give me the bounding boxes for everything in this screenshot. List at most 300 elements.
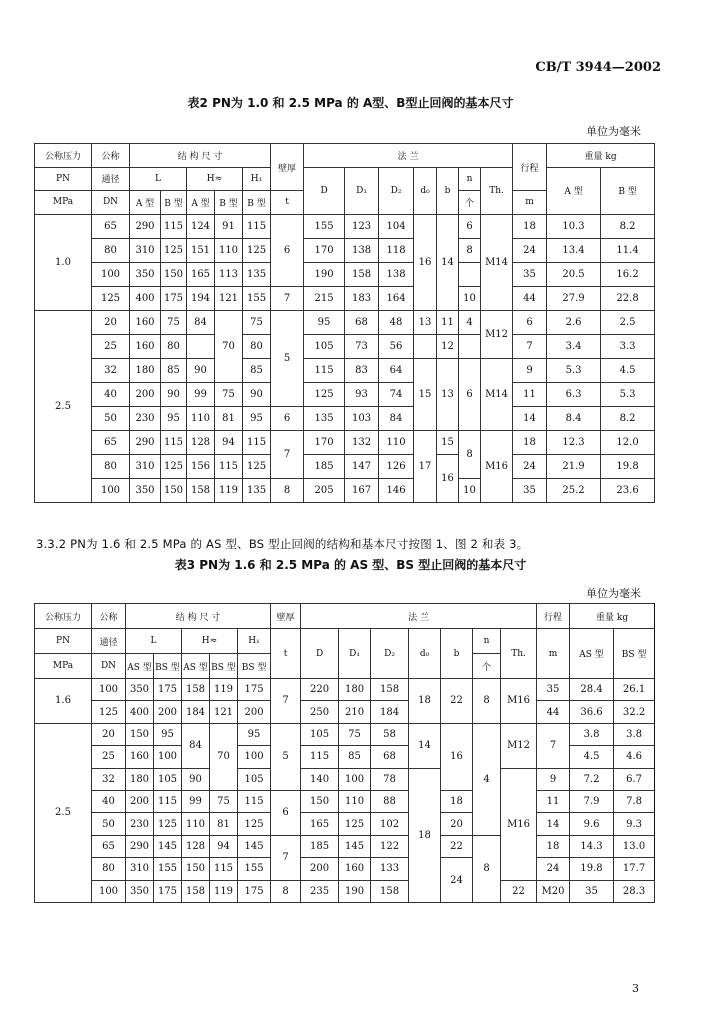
table3-title: 表3 PN为 1.6 和 2.5 MPa 的 AS 型、BS 型止回阀的基本尺寸 <box>174 558 527 572</box>
col-dn2: 通径 <box>92 167 130 191</box>
table-cell: 183 <box>345 286 379 310</box>
table-cell: 7.2 <box>570 768 614 790</box>
table-row <box>35 214 655 238</box>
table-cell: 25 <box>92 334 130 358</box>
table-cell: 80 <box>92 858 126 880</box>
col-wall: 壁厚 <box>271 144 304 191</box>
table-cell: 78 <box>371 768 409 790</box>
table-cell: 84 <box>379 406 414 430</box>
table-cell: 95 <box>161 406 187 430</box>
col-n-unit: 个 <box>459 191 481 215</box>
table-cell: 125 <box>304 382 345 406</box>
table-cell: 133 <box>371 858 409 880</box>
standard-code: CB/T 3944—2002 <box>535 60 661 75</box>
table-cell: 3.3 <box>601 334 655 358</box>
table-cell: 80 <box>161 334 187 358</box>
table-cell: 18 <box>537 835 570 857</box>
col-H1: H₁ <box>238 629 271 654</box>
table-cell: 80 <box>92 454 130 478</box>
col-dn: 公称 <box>92 144 130 168</box>
table-cell: 110 <box>187 406 215 430</box>
table-row <box>35 679 655 701</box>
table-cell: 50 <box>92 406 130 430</box>
table-cell: 170 <box>304 238 345 262</box>
table-cell: 19.8 <box>601 454 655 478</box>
col-L: L <box>126 629 182 654</box>
table-cell: 105 <box>154 768 182 790</box>
table-cell: 6 <box>513 310 547 334</box>
table2-title: 表2 PN为 1.0 和 2.5 MPa 的 A型、B型止回阀的基本尺寸 <box>187 96 514 110</box>
table-row <box>35 358 655 382</box>
col-n: n <box>459 167 481 191</box>
table-cell: 73 <box>345 334 379 358</box>
table-cell: 125 <box>243 454 271 478</box>
col-H-as: AS 型 <box>182 654 210 679</box>
col-b: b <box>441 629 473 679</box>
table-cell: 18 <box>513 430 547 454</box>
table-cell: 75 <box>161 310 187 334</box>
table-cell: 35 <box>570 880 614 902</box>
col-D2: D₂ <box>371 629 409 679</box>
table-cell: 44 <box>537 701 570 723</box>
table-cell: 220 <box>301 679 339 701</box>
table-cell: 18 <box>409 679 441 724</box>
table-cell: 81 <box>215 406 243 430</box>
table-cell: 125 <box>243 238 271 262</box>
table-cell: 12.0 <box>601 430 655 454</box>
table-cell: 85 <box>161 358 187 382</box>
table-cell: 74 <box>379 382 414 406</box>
table-cell: 7 <box>271 286 304 310</box>
table-cell: 7 <box>271 835 301 880</box>
table-cell: 210 <box>339 701 371 723</box>
table-cell: 25.2 <box>547 478 601 502</box>
table-cell: 64 <box>379 358 414 382</box>
table-cell: 24 <box>513 238 547 262</box>
col-weight: 重量 kg <box>547 144 655 168</box>
col-D1: D₁ <box>345 167 379 214</box>
table-cell: 85 <box>243 358 271 382</box>
table-cell: 17.7 <box>614 858 655 880</box>
table-cell: M16 <box>501 679 537 724</box>
table-cell: 70 <box>210 723 238 790</box>
table-cell: 6 <box>459 358 481 430</box>
table-row <box>35 286 655 310</box>
table-cell: 16 <box>441 723 473 790</box>
table-cell: 99 <box>182 790 210 812</box>
table-cell: 65 <box>92 214 130 238</box>
col-H1-bs: BS 型 <box>238 654 271 679</box>
table3 <box>34 603 655 903</box>
table-cell: 185 <box>304 454 345 478</box>
table-cell: 5.3 <box>547 358 601 382</box>
table-cell: 56 <box>379 334 414 358</box>
table-cell: 81 <box>210 813 238 835</box>
table-cell <box>414 334 437 358</box>
table-cell: 75 <box>339 723 371 745</box>
table-cell: 100 <box>92 478 130 502</box>
table-cell: 4.5 <box>601 358 655 382</box>
table-cell: 9.6 <box>570 813 614 835</box>
table-cell: 121 <box>215 286 243 310</box>
table-cell: 128 <box>182 835 210 857</box>
table-cell: 11 <box>513 382 547 406</box>
table-cell: 310 <box>126 858 154 880</box>
col-pn: 公称压力 <box>35 144 92 168</box>
table-cell: 175 <box>154 880 182 902</box>
table-cell: 125 <box>154 813 182 835</box>
table-cell: 235 <box>301 880 339 902</box>
col-pn-unit: MPa <box>35 654 92 679</box>
table-cell: 115 <box>243 214 271 238</box>
table-cell: 138 <box>379 262 414 286</box>
col-flange: 法 兰 <box>304 144 513 168</box>
table-cell: 230 <box>126 813 154 835</box>
table-cell: 7 <box>271 679 301 724</box>
table-cell: 8.2 <box>601 406 655 430</box>
table-row <box>35 382 655 406</box>
table-cell: 9.3 <box>614 813 655 835</box>
table-cell: 2.5 <box>601 310 655 334</box>
table-cell: 190 <box>339 880 371 902</box>
table-cell: 150 <box>182 858 210 880</box>
col-struct: 结 构 尺 寸 <box>126 604 271 629</box>
table-cell: M14 <box>481 358 513 430</box>
table-cell: 105 <box>304 334 345 358</box>
table-cell: 115 <box>161 214 187 238</box>
col-dn2: 通径 <box>92 629 126 654</box>
table-row <box>35 406 655 430</box>
table-cell: 68 <box>345 310 379 334</box>
table-cell: 20.5 <box>547 262 601 286</box>
table-cell: 35 <box>513 478 547 502</box>
table-cell: 118 <box>379 238 414 262</box>
table-cell: 24 <box>537 858 570 880</box>
table-cell: 170 <box>304 430 345 454</box>
table-cell: 175 <box>154 679 182 701</box>
table3-unit: 单位为毫米 <box>586 587 641 600</box>
table-cell: 125 <box>238 813 271 835</box>
col-th: Th. <box>501 629 537 679</box>
table-cell: 160 <box>130 334 161 358</box>
table-cell: 205 <box>304 478 345 502</box>
table-cell: 3.4 <box>547 334 601 358</box>
table-cell: 25 <box>92 746 126 768</box>
table-cell: 145 <box>154 835 182 857</box>
table-cell: 175 <box>238 880 271 902</box>
table-cell: 115 <box>304 358 345 382</box>
col-pn-unit: MPa <box>35 191 92 215</box>
table-cell: 155 <box>238 858 271 880</box>
col-th: Th. <box>481 167 513 214</box>
table-cell: 160 <box>126 746 154 768</box>
table-cell: 5 <box>271 310 304 406</box>
table-cell: 115 <box>210 858 238 880</box>
table-cell: 350 <box>126 880 154 902</box>
table-cell: 8 <box>459 238 481 262</box>
table-cell: 100 <box>92 262 130 286</box>
table-cell: 32.2 <box>614 701 655 723</box>
table-cell: 200 <box>126 790 154 812</box>
table-cell: 68 <box>371 746 409 768</box>
table-cell: 90 <box>243 382 271 406</box>
clause-3-3-2: 3.3.2 PN为 1.6 和 2.5 MPa 的 AS 型、BS 型止回阀的结构和基本尺寸按图 1、图 2 和表 3。 <box>36 537 529 551</box>
table-cell: 140 <box>301 768 339 790</box>
col-D: D <box>304 167 345 214</box>
table-cell: 158 <box>345 262 379 286</box>
table-cell: 125 <box>161 454 187 478</box>
table-row <box>35 880 655 902</box>
table-cell: 100 <box>339 768 371 790</box>
table-cell: 8.4 <box>547 406 601 430</box>
table-cell: 16 <box>414 214 437 310</box>
table-cell: 145 <box>339 835 371 857</box>
table-cell: 110 <box>182 813 210 835</box>
table-cell: 125 <box>161 238 187 262</box>
table-cell: 8 <box>473 835 501 902</box>
table-cell: 4.6 <box>614 746 655 768</box>
col-n-unit: 个 <box>473 654 501 679</box>
table-cell: 13.0 <box>614 835 655 857</box>
col-L-bs: BS 型 <box>154 654 182 679</box>
table-cell: 102 <box>371 813 409 835</box>
table-cell: 12 <box>437 334 459 358</box>
table-cell: 138 <box>345 238 379 262</box>
table-row <box>35 262 655 286</box>
table-cell: 88 <box>371 790 409 812</box>
col-struct: 结 构 尺 寸 <box>130 144 271 168</box>
table-row <box>35 701 655 723</box>
table-cell: 8 <box>271 478 304 502</box>
table-cell: 15 <box>437 430 459 454</box>
table-row <box>35 310 655 334</box>
table-cell: 250 <box>301 701 339 723</box>
col-H-b: B 型 <box>215 191 243 215</box>
table-cell: 18 <box>513 214 547 238</box>
table-cell: 150 <box>301 790 339 812</box>
table-cell: 90 <box>182 768 210 790</box>
col-wall: 壁厚 <box>271 604 301 629</box>
table-cell: 155 <box>243 286 271 310</box>
table-cell: 125 <box>92 701 126 723</box>
table-row <box>35 238 655 262</box>
table-cell: 14 <box>437 214 459 310</box>
table-cell: 113 <box>215 262 243 286</box>
table-cell: 14.3 <box>570 835 614 857</box>
table-cell: 50 <box>92 813 126 835</box>
table-cell: 6 <box>271 406 304 430</box>
table-cell: 11 <box>537 790 570 812</box>
table-cell: 115 <box>154 790 182 812</box>
table-row <box>35 430 655 454</box>
table-cell: 83 <box>345 358 379 382</box>
table-cell: 9 <box>537 768 570 790</box>
table-cell <box>459 262 481 286</box>
table-cell: 95 <box>243 406 271 430</box>
table-cell: 165 <box>187 262 215 286</box>
table-cell: 6 <box>271 790 301 835</box>
table-cell: 95 <box>154 723 182 745</box>
table-cell: 99 <box>187 382 215 406</box>
table-cell: 200 <box>154 701 182 723</box>
col-stroke: 行程 <box>513 144 547 191</box>
table-cell: 184 <box>182 701 210 723</box>
table-cell: 124 <box>187 214 215 238</box>
page-number: 3 <box>632 982 639 995</box>
table-cell: 10 <box>459 478 481 502</box>
table-cell: 3.8 <box>614 723 655 745</box>
table-cell: 175 <box>238 679 271 701</box>
table-cell: 175 <box>161 286 187 310</box>
col-d0: d₀ <box>409 629 441 679</box>
table2 <box>34 143 655 503</box>
table-cell: 22 <box>441 679 473 724</box>
col-weight-as: AS 型 <box>570 629 614 679</box>
table-cell: 150 <box>126 723 154 745</box>
table-cell: 28.3 <box>614 880 655 902</box>
col-b: b <box>437 167 459 214</box>
table-cell: 40 <box>92 382 130 406</box>
table-cell: 80 <box>243 334 271 358</box>
table-cell: 28.4 <box>570 679 614 701</box>
table-cell: 200 <box>130 382 161 406</box>
table-cell: 7.9 <box>570 790 614 812</box>
table-cell: 290 <box>130 430 161 454</box>
table-cell: 12.3 <box>547 430 601 454</box>
table-cell: 150 <box>161 478 187 502</box>
table-row <box>35 454 655 478</box>
table-cell: 125 <box>92 286 130 310</box>
table-cell: 22 <box>441 835 473 857</box>
col-pn-sym: PN <box>35 167 92 191</box>
table-cell: M14 <box>481 214 513 310</box>
table-cell: 290 <box>130 214 161 238</box>
table-cell: 145 <box>238 835 271 857</box>
table-cell: 80 <box>92 238 130 262</box>
col-wall-sym: t <box>271 191 304 215</box>
col-dn: 公称 <box>92 604 126 629</box>
table-cell: 125 <box>339 813 371 835</box>
table-cell: 22.8 <box>601 286 655 310</box>
table-cell: 16.2 <box>601 262 655 286</box>
table-cell: 6 <box>459 214 481 238</box>
table-cell: M16 <box>481 430 513 502</box>
table-cell: 110 <box>379 430 414 454</box>
table-cell: 135 <box>243 262 271 286</box>
col-n: n <box>473 629 501 654</box>
table-cell: 94 <box>210 835 238 857</box>
table-cell: 27.9 <box>547 286 601 310</box>
col-weight: 重量 kg <box>570 604 655 629</box>
col-weight-bs: BS 型 <box>614 629 655 679</box>
table-cell: 17 <box>414 430 437 502</box>
pn-cell: 1.0 <box>35 214 92 310</box>
table-cell: 146 <box>379 478 414 502</box>
table-cell: 24 <box>441 858 473 903</box>
table-cell: 350 <box>130 262 161 286</box>
table-cell: 11.4 <box>601 238 655 262</box>
table-cell: 180 <box>339 679 371 701</box>
table-cell: 190 <box>304 262 345 286</box>
table-cell: 5 <box>271 723 301 790</box>
table-cell: 7 <box>271 430 304 478</box>
table-cell: 160 <box>130 310 161 334</box>
table-cell <box>187 334 215 358</box>
table-cell: 4 <box>459 310 481 334</box>
table-row <box>35 790 655 812</box>
table-cell: 158 <box>182 679 210 701</box>
table-cell: 167 <box>345 478 379 502</box>
table-cell: M12 <box>501 723 537 768</box>
col-stroke: 行程 <box>537 604 570 629</box>
col-H: H≈ <box>187 167 243 191</box>
table2-unit: 单位为毫米 <box>586 125 641 138</box>
table-cell: 115 <box>161 430 187 454</box>
col-L-b: B 型 <box>161 191 187 215</box>
table-cell: 110 <box>339 790 371 812</box>
table-cell: 6 <box>271 214 304 286</box>
table-cell: 93 <box>345 382 379 406</box>
pn-cell: 2.5 <box>35 723 92 902</box>
table-cell: 215 <box>304 286 345 310</box>
table-row <box>35 768 655 790</box>
col-stroke-sym: m <box>513 191 547 215</box>
table-cell: 91 <box>215 214 243 238</box>
table-cell: 10.3 <box>547 214 601 238</box>
table-cell: 121 <box>210 701 238 723</box>
table-cell: M12 <box>481 310 513 358</box>
table-row <box>35 723 655 745</box>
table-cell: 115 <box>215 454 243 478</box>
table-cell: 158 <box>182 880 210 902</box>
col-L-a: A 型 <box>130 191 161 215</box>
table-cell: 95 <box>304 310 345 334</box>
table-cell: 100 <box>92 679 126 701</box>
table-cell: 147 <box>345 454 379 478</box>
col-D: D <box>301 629 339 679</box>
table-cell: 180 <box>130 358 161 382</box>
table-cell: 3.8 <box>570 723 614 745</box>
table-cell: 85 <box>339 746 371 768</box>
table-cell: 90 <box>161 382 187 406</box>
col-weight-a: A 型 <box>547 167 601 214</box>
table-cell: 119 <box>210 880 238 902</box>
col-d0: d₀ <box>414 167 437 214</box>
table-cell: 230 <box>130 406 161 430</box>
table-cell: 103 <box>345 406 379 430</box>
table-cell: 13 <box>437 358 459 430</box>
table-cell: 75 <box>210 790 238 812</box>
col-stroke-sym: m <box>537 629 570 679</box>
table-cell: 115 <box>301 746 339 768</box>
table-cell: 400 <box>130 286 161 310</box>
col-pn: 公称压力 <box>35 604 92 629</box>
table-cell: 160 <box>339 858 371 880</box>
table-cell: 350 <box>126 679 154 701</box>
table-cell: 104 <box>379 214 414 238</box>
table-cell: 4.5 <box>570 746 614 768</box>
table-cell: 7 <box>513 334 547 358</box>
table-row <box>35 334 655 358</box>
table-cell: 84 <box>182 723 210 768</box>
table-cell: 119 <box>210 679 238 701</box>
table-cell: 310 <box>130 454 161 478</box>
col-flange: 法 兰 <box>301 604 537 629</box>
table-cell: 310 <box>130 238 161 262</box>
table-cell: 2.6 <box>547 310 601 334</box>
col-L: L <box>130 167 187 191</box>
table-cell: 115 <box>238 790 271 812</box>
